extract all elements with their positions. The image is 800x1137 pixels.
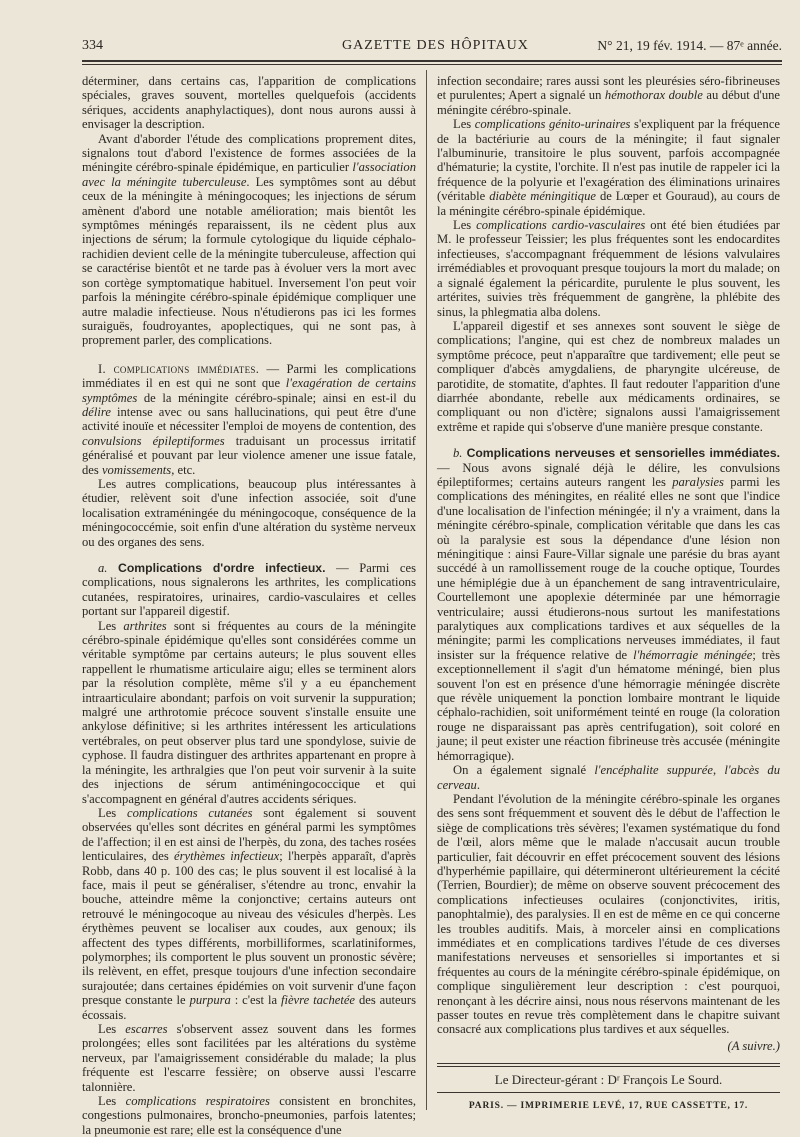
to-be-continued: (A suivre.) — [727, 1038, 780, 1053]
page-number: 334 — [82, 38, 103, 53]
paragraph-escarres: Les escarres s'observent assez souvent dans les formes prolongées; elles sont facilitées par les altérations du système nerveux, par l'amaigrissement considérable du malade; la plus fréquente est l'escarre fessière; on observe aussi l'escarre talonnière. — [82, 1022, 416, 1094]
paragraph-abces: On a également signalé l'encéphalite suppurée, l'abcès du cerveau. — [437, 763, 781, 792]
director-line: Le Directeur-gérant : Dʳ François Le Sourd. — [494, 1072, 723, 1088]
subsection-nervous: b. Complications nerveuses et sensorielles immédiates. — Nous avons signalé déjà le délire, les convulsions épileptiformes; certains auteurs rangent les paralysies parmi les complications des méningites, en réalité elles ne sont que l'indice d'une localisation de l'infection méningée; il n'y a vraiment, dans la méningite cérébro-spinale, complication véritable que dans les cas où la paralysie est sous la dépendance d'une lésion non méningitique : ainsi Faure-Villar signale une parésie du bras ayant succédé à un ramollissement rouge de la couche optique, Tourdes une hémiplégie due à un épanchement de sang intraventriculaire, Courtellemont une apoplexie déterminée par une hémorragie ventriculaire; aussi étudierons-nous surtout les manifestations paralytiques aux complications tardives et aux séquelles de la méningite; parmi les complications nerveuses immédiates, il faut insister sur la fréquence relative de l'hémorragie méningée; très exceptionnellement il s'agit d'un hématome méningé, bien plus souvent l'on est en présence d'une hémorragie méningée discrète que révèle uniquement la ponction lombaire montrant le liquide céphalo-rachidien, soit uniformément teinté en rouge (la coloration rouge ne disparaissant pas après centrifugation), soit coloré en jaune; il peut exister une réaction fibrineuse très accusée (méningite hémorragique). — [437, 446, 780, 763]
subsection-heading: Complications nerveuses et sensorielles immédiates. — [466, 446, 780, 461]
right-column — [437, 74, 780, 1113]
paragraph: déterminer, dans certains cas, l'apparition de complications spéciales, graves souvent, mortelles quelquefois (accidents sériques, accidents anaphylactiques), dont nous aurons aussi à envisager la description. — [82, 74, 416, 132]
footer-rule — [437, 1063, 780, 1064]
subsection-heading: Complications d'ordre infectieux. — [118, 561, 326, 575]
paragraph: infection secondaire; rares aussi sont les pleurésies séro-fibrineuses et purulentes; Apert a signalé un hémothorax double au début d'une méningite cérébro-spinale. — [437, 74, 781, 117]
subsection-infectious: a. Complications d'ordre infectieux. — Parmi ces complications, nous signalerons les arthrites, les complications cutanées, respiratoires, urinaires, cardio-vasculaires et celles portant sur l'appareil digestif. — [82, 561, 417, 619]
paragraph-respiratoires: Les complications respiratoires consistent en bronchites, congestions pulmonaires, broncho-pneumonies, parfois latentes; la pneumonie est rare; elle est la conséquence d'une — [82, 1094, 416, 1137]
header-rule-thick — [82, 60, 782, 62]
footer-rule — [437, 1092, 780, 1093]
paragraph-digestif: L'appareil digestif et ses annexes sont souvent le siège de complications; l'angine, qui est chez de nombreux malades un symptôme précoce, peut n'apparaître que tardivement; elle peut se compliquer d'abcès amygdaliens, de pharyngite ulcéreuse, de parotidite, de stomatite, d'aphtes. Il faut redouter l'apparition d'une diarrhée abondante, rebelle aux médicaments ordinaires, se compliquant ou non d'ictère; signalons aussi l'amaigrissement extrême et rapide qui s'observe d'une manière presque constante. — [437, 318, 780, 434]
paragraph: Les autres complications, beaucoup plus intéressantes à étudier, relèvent soit d'une infection associée, soit d'une localisation extraméningée du méningocoque, conséquence de la méningococcémie, soit enfin d'une altération du système nerveux ou des organes des sens. — [82, 476, 416, 549]
paragraph-cardio: Les complications cardio-vasculaires ont été bien étudiées par M. le professeur Teissier; les plus fréquentes sont les endocardites infectieuses, s'accompagnant fréquemment de lésions valvulaires irrémédiables et provoquant presque toujours la mort du malade; on a signalé également la péricardite, purulente le plus souvent, les artérites, suivies très fréquemment de gangrène, la phlébite des sinus, la phlegmatia alba dolens. — [437, 218, 780, 319]
issue-info: N° 21, 19 fév. 1914. — 87ᵉ année. — [597, 38, 782, 53]
paragraph-evolution: Pendant l'évolution de la méningite cérébro-spinale les organes des sens sont fréquemment et souvent dès le début de l'affection le siège de complications très sévères; l'examen systématique du fond de l'œil, alors même que le malade n'accusait aucun trouble particulier, fait découvrir en effet précocement souvent des lésions d'hyperhémie papillaire, qui détermineront ultérieurement la cécité (Terrien, Bourdier); de même on observe souvent précocement des complications infectieuses oculaires (conjonctivites, iritis, panophtalmie), des paralysies. Il en est de même en ce qui concerne les troubles auditifs. Mais, à morceler ainsi en complications immédiates et en complications tardives l'étude de ces diverses manifestations nerveuses et sensorielles si importantes et si fréquentes au cours de la méningite cérébro-spinale épidémique, on complique singulièrement leur description : c'est pourquoi, renonçant à les décrire ainsi, nous nous réservons maintenant de les passer toutes en revue très complètement dans le chapitre suivant consacré aux complications plus tardives et aux séquelles. — [437, 791, 780, 1037]
paragraph: Avant d'aborder l'étude des complications proprement dites, signalons tout d'abord l'existence de formes associées de la méningite cérébro-spinale épidémique, en particulier l'association avec la méningite tuberculeuse. Les symptômes sont au début ceux de la méningite à méningocoques; les injections de sérum amènent d'abord une notable amélioration; mais bientôt les symptômes méningés reparaissent, ils ne cèdent plus aux injections de sérum; la formule cytologique du liquide céphalo-rachidien devient celle de la méningite tuberculeuse, affection qui se caractérise bientôt et ne tarde pas à évoluer vers la mort avec son cortège symptomatique habituel. Inversement l'on peut voir parfois la méningite cérébro-spinale épidémique compliquer une autre maladie infectieuse. Nous n'étudierons pas ici les formes suraiguës, foudroyantes, apoplectiques, qui ne sont pas, à proprement parler, des complications. — [82, 131, 416, 348]
section-immediate: I. complications immédiates. — Parmi les complications immédiates il en est qui ne sont que l'exagération de certains symptômes de la méningite cérébro-spinale; ainsi en est-il du délire intense avec ou sans hallucinations, qui peut être d'une activité inouïe et nécessiter l'emploi de moyens de contention, des convulsions épileptiformes traduisant un processus irritatif généralisé et pouvant par leur violence amener une issue fatale, des vomissements, etc. — [82, 361, 416, 477]
page-header — [82, 36, 782, 60]
paragraph-cutanees: Les complications cutanées sont également si souvent observées qu'elles sont décrites en général parmi les symptômes de l'affection; il en est ainsi de l'herpès, du zona, des taches rosées lenticulaires, des érythèmes infectieux; l'herpès apparaît, d'après Robb, dans 40 p. 100 des cas; le plus souvent il est localisé à la face, mais il peut se généraliser, s'étendre au tronc, envahir la bouche, atteindre même la conjonctive; certains auteurs ont retrouvé le méningocoque au niveau des vésicules d'herpès. Les érythèmes peuvent se localiser aux coudes, aux genoux; ils affectent des types différents, morbilliformes, scarlatiniformes, polymorphes; ils comportent le plus souvent un pronostic sévère; ils relèvent, en effet, presque toujours d'une infection secondaire surajoutée; dans certaines épidémies on voit survenir d'une façon presque constante le purpura : c'est la fièvre tachetée des auteurs écossais. — [82, 805, 417, 1022]
journal-title: GAZETTE DES HÔPITAUX — [342, 38, 529, 53]
section-heading: I. complications immédiates. — [98, 361, 260, 376]
column-divider — [426, 70, 427, 1110]
header-rule-thin — [82, 64, 782, 65]
paragraph-urinaires: Les complications génito-urinaires s'expliquent par la fréquence de la bactériurie au cours de la méningite; il faut signaler l'albuminurie, transitoire le plus souvent, parfois accompagnée d'hématurie; la cystite, l'orchite. Il n'est pas inutile de rappeler ici la fréquence de la polyurie et l'exagération des éliminations urinaires (véritable diabète méningitique de Lœper et Gouraud), au cours de la méningite cérébro-spinale épidémique. — [437, 117, 780, 218]
printer-line: PARIS. — IMPRIMERIE LEVÉ, 17, RUE CASSETTE, 17. — [468, 1100, 749, 1111]
left-column — [82, 74, 416, 1137]
paragraph-arthrites: Les arthrites sont si fréquentes au cours de la méningite cérébro-spinale épidémique qu'elles sont considérées comme un véritable symptôme par certains auteurs; le plus souvent elles rappellent le rhumatisme articulaire aigu; elles se terminent alors par la résolution complète, même s'il y a eu épanchement intraarticulaire abondant; parfois on voit survenir la suppuration; malgré une arthrotomie précoce souvent s'installe ensuite une ankylose définitive; si les arthrites intéressent les articulations vertébrales, on peut observer plus tard une spondylose, suivie de cyphose. Il faudra distinguer des arthrites appartenant en propre à la méningite, les arthralgies que l'on peut voir survenir à la suite des injections de sérum antiméningococcique et qui s'accompagnent en général d'autres accidents sériques. — [82, 618, 416, 806]
footer-rule — [437, 1066, 780, 1067]
